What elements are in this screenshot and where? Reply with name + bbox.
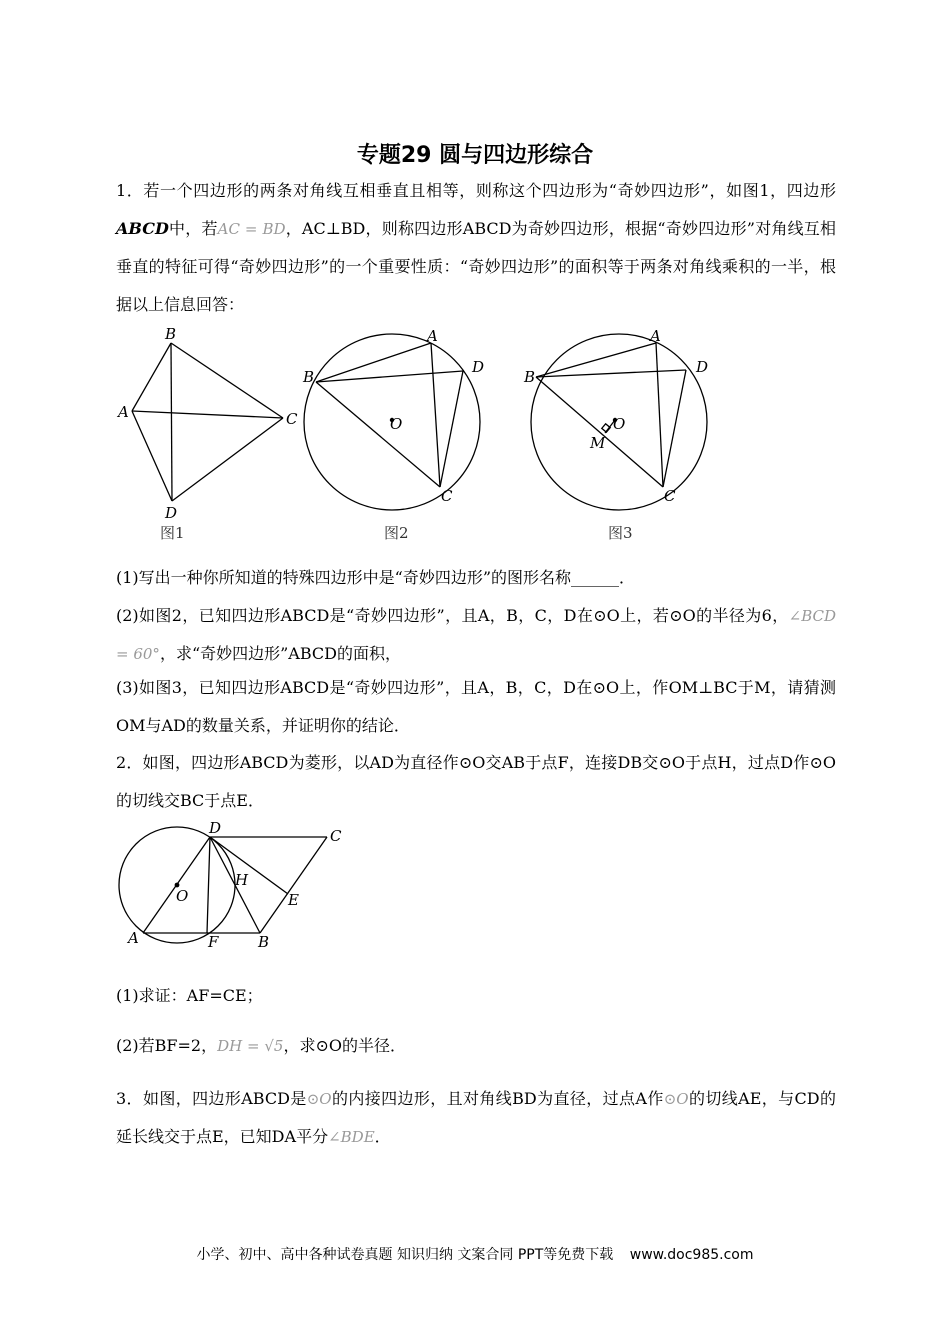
fig2-caption: 图2 [384, 524, 409, 542]
page-title: 专题29 圆与四边形综合 [356, 143, 594, 168]
fig1-diag-ac [132, 411, 283, 418]
fig1-edge-cd [172, 418, 283, 501]
figure-3 [518, 325, 728, 550]
q2-part2 [116, 1027, 836, 1065]
q3-circ1: ⊙O [306, 1090, 332, 1108]
q1-part2-a: (2)如图2，已知四边形ABCD是“奇妙四边形”，且A，B，C，D在⊙O上，若⊙O的半径为6， [116, 606, 789, 625]
fig2-label-a: A [427, 327, 438, 345]
fig4-label-c: C [330, 827, 342, 845]
q3-intro-b: 的内接四边形，且对角线BD为直径，过点A作 [331, 1089, 664, 1108]
q3-intro-c: 的切线AE，与CD的延长线交于点E，已知DA平分 [116, 1089, 836, 1146]
fig4-label-d: D [209, 819, 222, 837]
fig1-label-b: B [165, 325, 177, 343]
fig4-label-b: B [258, 933, 270, 951]
fig1-label-a: A [118, 403, 129, 421]
q1-part2-math: ∠BCD = 60° [116, 607, 836, 663]
fig1-edge-ab [132, 343, 171, 411]
q1-intro-b: 中，若 [168, 219, 218, 238]
fig4-label-a: A [128, 929, 139, 947]
q3-intro-d: ． [374, 1127, 391, 1146]
q2-intro: 2．如图，四边形ABCD为菱形，以AD为直径作⊙O交AB于点F，连接DB交⊙O于点H，过点D作⊙O的切线交BC于点E． [116, 753, 836, 810]
q3-circ2: ⊙O [663, 1090, 689, 1108]
fig2-label-b: B [303, 368, 315, 386]
q1-part3: (3)如图3，已知四边形ABCD是“奇妙四边形”，且A，B，C，D在⊙O上，作OM⊥BC于M，请猜测OM与AD的数量关系，并证明你的结论． [116, 678, 836, 735]
fig4-label-f: F [208, 933, 219, 951]
q3-intro-a: 3．如图，四边形ABCD是 [116, 1089, 307, 1108]
figure-1 [110, 325, 310, 550]
q1-abcd: ABCD [116, 219, 169, 238]
q2-part2-b: ，求⊙O的半径． [283, 1036, 406, 1055]
footer-url[interactable]: www.doc985.com [629, 1247, 754, 1263]
fig4-label-e: E [288, 891, 299, 909]
footer-text: 小学、初中、高中各种试卷真题 知识归纳 文案合同 PPT等免费下载 [196, 1247, 614, 1263]
q1-intro [116, 172, 836, 324]
q1-intro-a: 1．若一个四边形的两条对角线互相垂直且相等，则称这个四边形为“奇妙四边形”，如图1，四边形 [116, 181, 836, 200]
fig3-label-d: D [696, 358, 709, 376]
fig3-caption: 图3 [608, 524, 633, 542]
fig3-label-c: C [664, 487, 676, 505]
q1-part1: (1)写出一种你所知道的特殊四边形中是“奇妙四边形”的图形名称______． [116, 568, 636, 587]
q3-angle: ∠BDE [328, 1128, 375, 1146]
fig3-label-b: B [524, 368, 536, 386]
fig2-label-d: D [472, 358, 485, 376]
page-footer [0, 1244, 950, 1264]
fig1-edge-da [132, 411, 172, 501]
fig2-label-c: C [441, 487, 453, 505]
q1-intro-c: ，AC⊥BD，则称四边形ABCD为奇妙四边形，根据“奇妙四边形”对角线互相垂直的特征可得“奇妙四边形”的一个重要性质：“奇妙四边形”的面积等于两条对角线乘积的一半，根据以上信息回答： [116, 219, 836, 314]
q2-part2-math: DH = √5 [217, 1037, 284, 1055]
q2-part2-a: (2)若BF=2， [116, 1036, 218, 1055]
figure-2 [295, 325, 505, 550]
fig1-label-c: C [286, 410, 298, 428]
q3-intro [116, 1080, 836, 1156]
fig4-label-h: H [235, 871, 249, 889]
q2-part1: (1)求证：AF=CE； [116, 986, 263, 1005]
q1-part2 [116, 597, 836, 673]
figure-4 [110, 815, 360, 955]
q1-eq1: AC = BD [217, 220, 286, 238]
q1-part2-b: ，求“奇妙四边形”ABCD的面积， [159, 644, 401, 663]
fig1-diag-bd [171, 343, 172, 501]
fig2-label-o: O [390, 415, 403, 433]
fig3-label-a: A [650, 327, 661, 345]
fig3-label-m: M [590, 434, 606, 452]
fig3-label-o: O [613, 415, 626, 433]
fig1-caption: 图1 [160, 524, 185, 542]
fig4-label-o: O [176, 887, 189, 905]
fig1-edge-bc [171, 343, 283, 418]
fig1-label-d: D [165, 504, 178, 522]
